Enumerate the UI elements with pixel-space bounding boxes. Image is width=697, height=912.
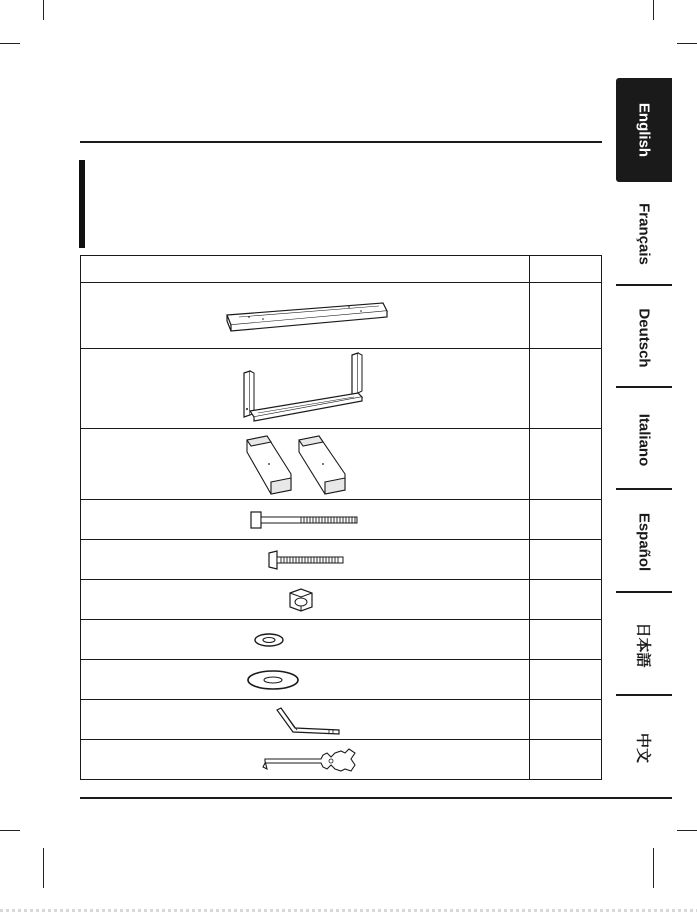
small-washer-illustration (253, 630, 285, 650)
crop-mark (677, 43, 697, 44)
crop-mark (0, 43, 20, 44)
tab-english-label: English (635, 102, 653, 158)
tab-italiano-label: Italiano (635, 413, 653, 467)
hex-nut-illustration (286, 587, 316, 613)
crop-mark (43, 848, 44, 888)
part-row-u-frame (81, 349, 601, 429)
short-bolt-illustration (267, 549, 347, 571)
feet-illustration (241, 432, 371, 498)
tab-italiano[interactable] (616, 388, 672, 492)
tab-deutsch-label: Deutsch (635, 308, 653, 368)
tab-japanese[interactable] (616, 593, 672, 697)
part-row-large-washer (81, 660, 601, 700)
tab-english[interactable] (616, 78, 672, 182)
tab-francais[interactable] (616, 182, 672, 286)
footer-rule (80, 797, 672, 799)
long-bolt-illustration (249, 510, 361, 530)
part-row-wrench (81, 740, 601, 781)
part-row-hex-key (81, 700, 601, 740)
part-row-hex-nut (81, 580, 601, 620)
tab-deutsch[interactable] (616, 286, 672, 390)
tab-espanol[interactable] (616, 490, 672, 594)
part-row-feet (81, 429, 601, 500)
parts-table (80, 255, 602, 780)
hex-key-illustration (271, 704, 343, 736)
tab-chinese[interactable] (616, 696, 672, 800)
tab-chinese-label: 中文 (634, 732, 652, 764)
crop-mark (43, 0, 44, 20)
part-row-short-bolt (81, 540, 601, 580)
part-row-long-bolt (81, 500, 601, 540)
table-header-row (81, 256, 601, 283)
tab-espanol-label: Español (635, 512, 653, 572)
section-title-bar (79, 160, 85, 248)
header-rule (80, 141, 602, 143)
crop-mark (677, 830, 697, 831)
tab-japanese-label: 日本語 (634, 622, 652, 668)
large-washer-illustration (245, 668, 301, 692)
seat-board-illustration (219, 289, 391, 341)
part-row-small-washer (81, 620, 601, 660)
u-frame-illustration (236, 351, 371, 425)
crop-mark (653, 0, 654, 20)
crop-mark (0, 830, 20, 831)
wrench-illustration (261, 745, 361, 777)
part-row-seat-board (81, 283, 601, 349)
crop-mark (653, 848, 654, 888)
tab-francais-label: Français (635, 203, 653, 265)
